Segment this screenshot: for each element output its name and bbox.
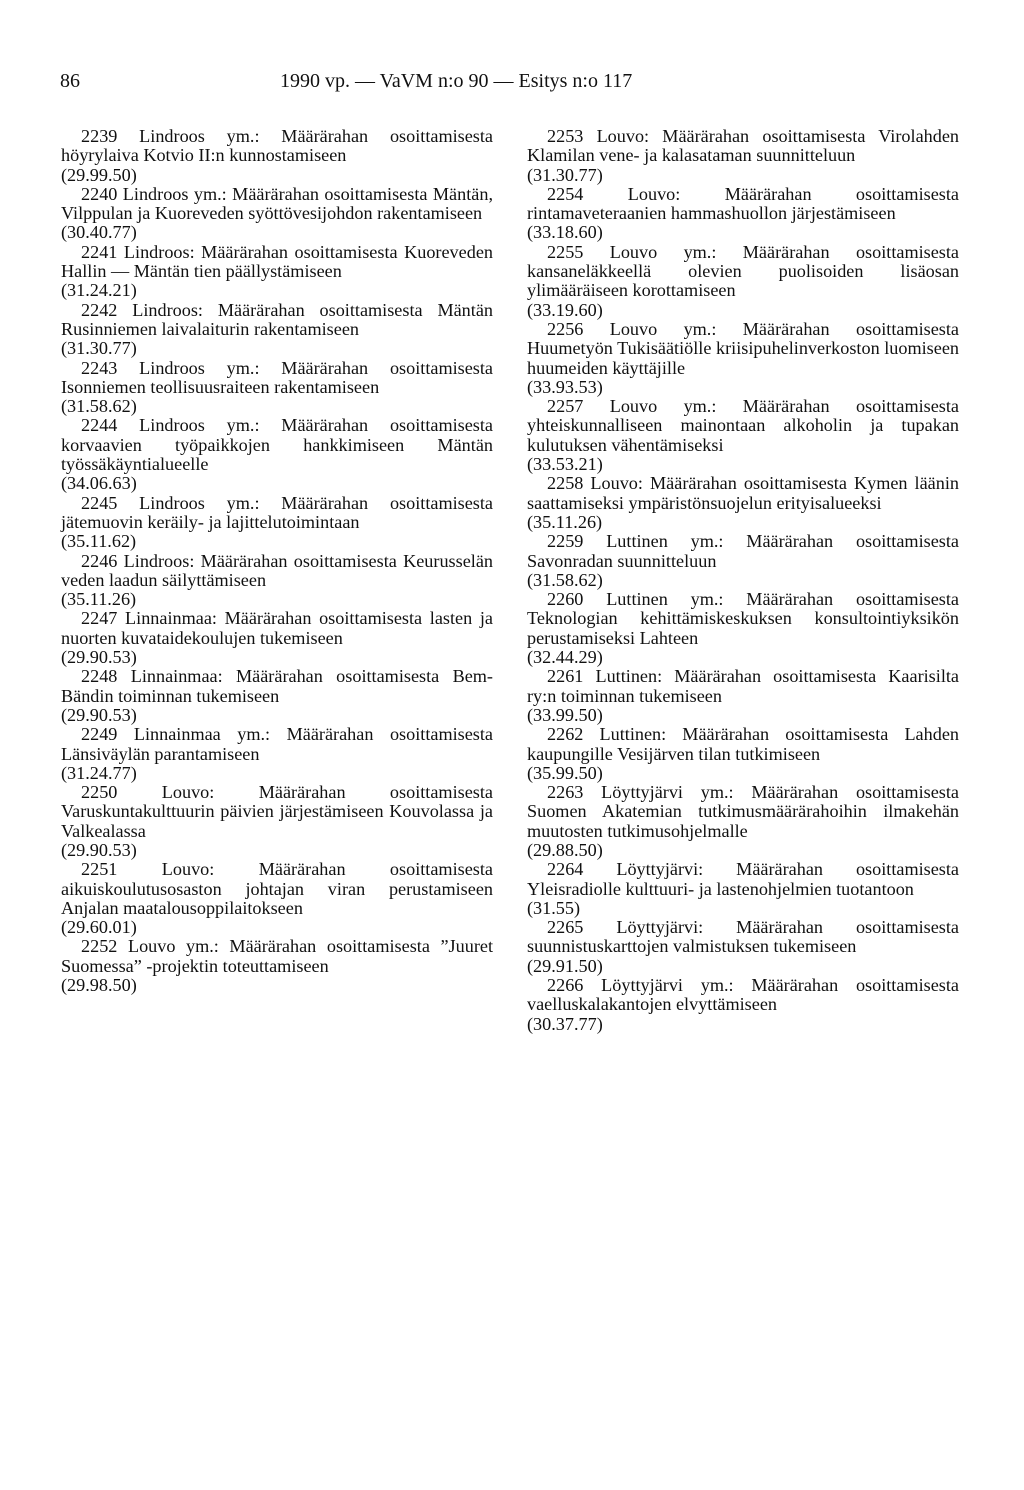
entry-text: 2252 Louvo ym.: Määrärahan osoittamisesta ”Juuret Suomessa” -projektin toteuttamiseen	[61, 936, 493, 976]
entry-code: (29.88.50)	[527, 839, 603, 860]
entry-code: (33.53.21)	[527, 454, 603, 475]
entry-2241	[61, 243, 493, 301]
entry-2254	[527, 185, 959, 243]
entry-code: (34.06.63)	[61, 473, 137, 494]
entry-code: (31.30.77)	[527, 164, 603, 185]
entry-2256	[527, 320, 959, 397]
entry-code: (31.58.62)	[527, 569, 603, 590]
entry-code: (31.58.62)	[61, 396, 137, 417]
running-title: 1990 vp. — VaVM n:o 90 — Esitys n:o 117	[280, 70, 633, 92]
entry-text: 2249 Linnainmaa ym.: Määrärahan osoittamisesta Länsiväylän parantamiseen	[61, 724, 493, 764]
entry-code: (33.93.53)	[527, 376, 603, 397]
entry-code: (31.24.77)	[61, 762, 137, 783]
entry-2252	[61, 937, 493, 995]
entry-2245	[61, 494, 493, 552]
entry-text: 2256 Louvo ym.: Määrärahan osoittamisesta Huumetyön Tukisäätiölle kriisipuhelinverkoston luomiseen huumeiden käyttäjille	[527, 318, 959, 378]
entry-text: 2240 Lindroos ym.: Määrärahan osoittamisesta Mäntän, Vilppulan ja Kuoreveden syöttövesijohdon rakentamiseen	[61, 183, 493, 224]
entry-2247	[61, 609, 493, 667]
entry-text: 2239 Lindroos ym.: Määrärahan osoittamisesta höyrylaiva Kotvio II:n kunnostamiseen	[61, 126, 493, 166]
entry-2257	[527, 397, 959, 474]
entry-code: (29.99.50)	[61, 164, 137, 185]
entry-2259	[527, 532, 959, 590]
entry-text: 2254 Louvo: Määrärahan osoittamisesta rintamaveteraanien hammashuollon järjestämiseen	[527, 183, 959, 224]
entry-2239	[61, 127, 493, 185]
entry-text: 2250 Louvo: Määrärahan osoittamisesta Varuskuntakulttuurin päivien järjestämiseen Kouvolassa ja Valkealassa	[61, 782, 493, 841]
entry-2251	[61, 860, 493, 937]
entry-code: (33.18.60)	[527, 222, 603, 243]
entry-text: 2264 Löyttyjärvi: Määrärahan osoittamisesta Yleisradiolle kulttuuri- ja lastenohjelmien tuotantoon	[527, 859, 959, 899]
entry-2264	[527, 860, 959, 918]
entry-text: 2248 Linnainmaa: Määrärahan osoittamisesta Bem-Bändin toiminnan tukemiseen	[61, 666, 493, 706]
entry-code: (32.44.29)	[527, 647, 603, 668]
entry-code: (30.40.77)	[61, 222, 137, 243]
entry-2262	[527, 725, 959, 783]
entry-code: (30.37.77)	[527, 1013, 603, 1034]
entry-text: 2253 Louvo: Määrärahan osoittamisesta Virolahden Klamilan vene- ja kalasataman suunnitteluun	[527, 126, 959, 166]
entry-text: 2243 Lindroos ym.: Määrärahan osoittamisesta Isonniemen teollisuusraiteen rakentamiseen	[61, 357, 493, 397]
entry-code: (33.99.50)	[527, 704, 603, 725]
entry-code: (33.19.60)	[527, 299, 603, 320]
entry-2263	[527, 783, 959, 860]
entry-code: (31.24.21)	[61, 280, 137, 301]
entry-code: (29.90.53)	[61, 647, 137, 668]
entry-code: (35.99.50)	[527, 762, 603, 783]
entry-code: (29.90.53)	[61, 704, 137, 725]
entry-text: 2260 Luttinen ym.: Määrärahan osoittamisesta Teknologian kehittämiskeskuksen konsultointiyksikön perustamiseksi Lahteen	[527, 589, 959, 648]
entry-2249	[61, 725, 493, 783]
page-number: 86	[60, 70, 80, 92]
entry-text: 2266 Löyttyjärvi ym.: Määrärahan osoittamisesta vaelluskalakantojen elvyttämiseen	[527, 975, 959, 1015]
entry-text: 2258 Louvo: Määrärahan osoittamisesta Kymen läänin saattamiseksi ympäristönsuojelun erityisalueeksi	[527, 473, 959, 513]
entry-code: (31.55)	[527, 897, 581, 918]
page-header	[60, 70, 990, 100]
entry-text: 2242 Lindroos: Määrärahan osoittamisesta Mäntän Rusinniemen laivalaiturin rakentamiseen	[61, 299, 493, 339]
entry-text: 2244 Lindroos ym.: Määrärahan osoittamisesta korvaavien työpaikkojen hankkimiseen Mäntän työssäkäyntialueelle	[61, 415, 493, 475]
entry-code: (29.90.53)	[61, 839, 137, 860]
entry-text: 2247 Linnainmaa: Määrärahan osoittamisesta lasten ja nuorten kuvataidekoulujen tukemiseen	[61, 608, 493, 648]
right-column	[527, 127, 959, 1034]
entry-2248	[61, 667, 493, 725]
entry-code: (29.60.01)	[61, 917, 137, 938]
entry-2250	[61, 783, 493, 860]
entry-2266	[527, 976, 959, 1034]
entry-2243	[61, 359, 493, 417]
left-column	[61, 127, 493, 995]
entry-2242	[61, 301, 493, 359]
entry-2255	[527, 243, 959, 320]
entry-text: 2261 Luttinen: Määrärahan osoittamisesta Kaarisilta ry:n toiminnan tukemiseen	[527, 666, 959, 706]
entry-text: 2263 Löyttyjärvi ym.: Määrärahan osoittamisesta Suomen Akatemian tutkimusmäärärahoihin ilmakehän muutosten tutkimusohjelmalle	[527, 782, 959, 841]
entry-2240	[61, 185, 493, 243]
entry-text: 2262 Luttinen: Määrärahan osoittamisesta Lahden kaupungille Vesijärven tilan tutkimiseen	[527, 724, 959, 764]
entry-text: 2246 Lindroos: Määrärahan osoittamisesta Keurusselän veden laadun säilyttämiseen	[61, 550, 493, 590]
entry-2260	[527, 590, 959, 667]
entry-code: (35.11.62)	[61, 531, 137, 552]
entry-code: (35.11.26)	[527, 511, 603, 532]
entry-text: 2257 Louvo ym.: Määrärahan osoittamisesta yhteiskunnalliseen mainontaan alkoholin ja tupakan kulutuksen vähentämiseksi	[527, 396, 959, 455]
entry-2244	[61, 416, 493, 493]
entry-text: 2265 Löyttyjärvi: Määrärahan osoittamisesta suunnistuskarttojen valmistuksen tukemiseen	[527, 917, 959, 957]
entry-code: (29.91.50)	[527, 955, 603, 976]
entry-text: 2251 Louvo: Määrärahan osoittamisesta aikuiskoulutusosaston johtajan viran perustamiseen Anjalan maatalousoppilaitokseen	[61, 859, 493, 918]
entry-code: (31.30.77)	[61, 338, 137, 359]
entry-text: 2245 Lindroos ym.: Määrärahan osoittamisesta jätemuovin keräily- ja lajittelutoimintaan	[61, 492, 493, 532]
entry-2265	[527, 918, 959, 976]
entry-text: 2241 Lindroos: Määrärahan osoittamisesta Kuoreveden Hallin — Mäntän tien päällystämiseen	[61, 241, 493, 282]
entry-text: 2259 Luttinen ym.: Määrärahan osoittamisesta Savonradan suunnitteluun	[527, 531, 959, 571]
entry-2258	[527, 474, 959, 532]
entry-code: (35.11.26)	[61, 589, 137, 610]
entry-code: (29.98.50)	[61, 975, 137, 996]
entry-2246	[61, 552, 493, 610]
entry-2253	[527, 127, 959, 185]
entry-2261	[527, 667, 959, 725]
entry-text: 2255 Louvo ym.: Määrärahan osoittamisesta kansaneläkkeellä olevien puolisoiden lisäosan ylimääräiseen korottamiseen	[527, 241, 959, 301]
